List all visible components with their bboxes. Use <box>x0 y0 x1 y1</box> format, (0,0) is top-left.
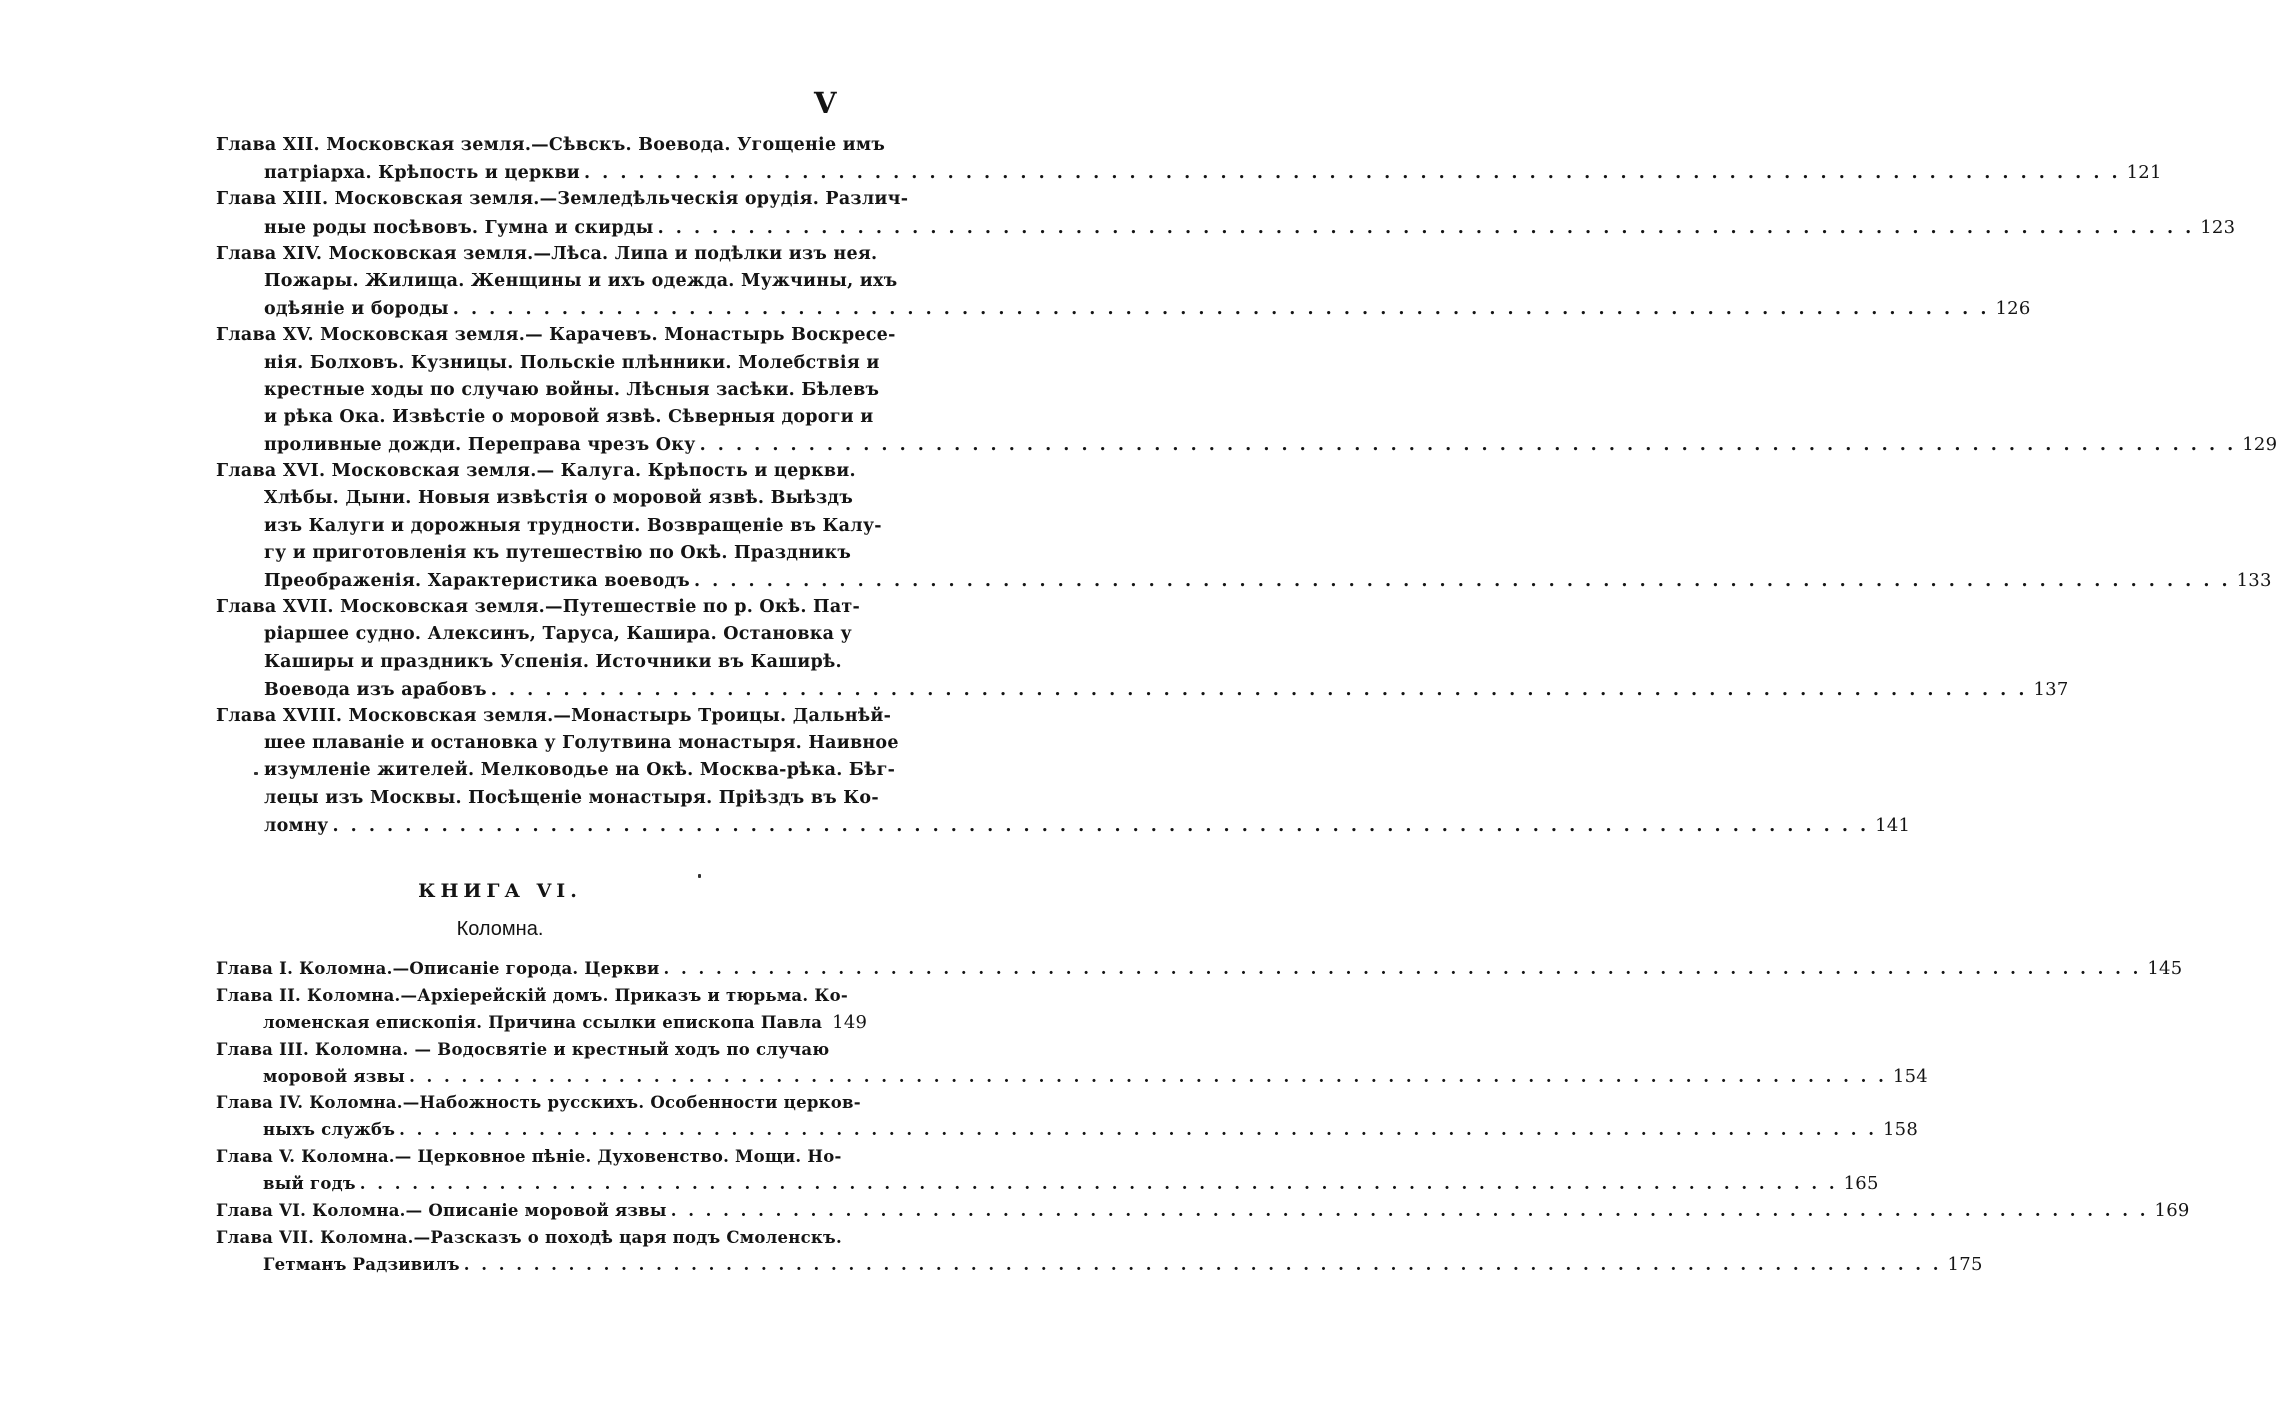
toc-page-number: 145 <box>2147 958 2183 979</box>
toc-line: Глава XVII. Московская земля.—Путешествіе по р. Окѣ. Пат- <box>216 597 861 618</box>
toc-line: Каширы и праздникъ Успенія. Источники въ Каширѣ. <box>264 651 842 672</box>
page-number: V <box>814 86 837 120</box>
dot-leader <box>671 1198 2149 1225</box>
toc-page-number: 165 <box>1843 1173 1879 1195</box>
toc-line-text: одѣяніе и бороды <box>264 299 449 320</box>
toc-page-number: 123 <box>2200 216 2236 238</box>
book-title: КНИГА VI. <box>418 880 582 902</box>
toc-entry <box>216 956 2183 983</box>
toc-line: Глава II. Коломна.—Архіерейскій домъ. Приказъ и тюрьма. Ко- <box>216 985 848 1005</box>
toc-line: Глава XIV. Московская земля.—Лѣса. Липа и подѣлки изъ нея. <box>216 243 878 264</box>
toc-page-number: 133 <box>2236 570 2272 591</box>
toc-line-text: Глава VI. Коломна.— Описаніе моровой язвы <box>216 1201 667 1221</box>
toc-line <box>216 159 2162 186</box>
toc-entry <box>216 703 1911 839</box>
toc-page-number: 141 <box>1875 814 1911 836</box>
toc-entry <box>216 322 2277 458</box>
toc-line <box>216 1171 1879 1198</box>
dot-leader <box>360 1171 1838 1198</box>
toc-line <box>216 1117 1919 1144</box>
toc-entry <box>216 1198 2190 1225</box>
toc-line <box>216 1064 1928 1091</box>
toc-line-text: ныхъ службъ <box>263 1120 396 1140</box>
dot-leader <box>464 1252 1942 1279</box>
toc-entry <box>216 594 2069 703</box>
toc-line: Глава XVIII. Московская земля.—Монастырь Троицы. Дальнѣй- <box>216 705 892 726</box>
toc-line: изумленіе жителей. Мелководье на Окѣ. Москва-рѣка. Бѣг- <box>264 760 896 781</box>
toc-entry <box>216 1090 1919 1144</box>
toc-entry <box>216 1037 1928 1091</box>
toc-line <box>216 676 2069 703</box>
ink-speck <box>698 874 701 878</box>
toc-line <box>216 1010 868 1037</box>
toc-page-number: 175 <box>1947 1253 1983 1275</box>
toc-page-number: 129 <box>2242 434 2277 456</box>
table-of-contents-book-v <box>216 132 2277 839</box>
toc-line: ріаршее судно. Алексинъ, Таруса, Кашира. Остановка у <box>264 624 853 645</box>
toc-page-number: 121 <box>2126 162 2162 184</box>
toc-line <box>216 1252 1983 1279</box>
toc-line: гу и приготовленія къ путешествію по Окѣ. Праздникъ <box>264 542 852 563</box>
toc-page-number: 149 <box>832 1011 868 1033</box>
table-of-contents-book-vi <box>216 956 2190 1279</box>
toc-line: нія. Болховъ. Кузницы. Польскіе плѣнники. Молебствія и <box>264 352 880 373</box>
dot-leader <box>658 215 2195 242</box>
toc-entry <box>216 458 2272 594</box>
toc-line-text: Глава I. Коломна.—Описаніе города. Церкви <box>216 959 660 978</box>
toc-line: Глава XIII. Московская земля.—Земледѣльческія орудія. Различ- <box>216 189 909 210</box>
toc-line: Глава V. Коломна.— Церковное пѣніе. Духовенство. Мощи. Но- <box>216 1147 842 1167</box>
toc-line: Глава XVI. Московская земля.— Калуга. Крѣпость и церкви. <box>216 461 856 482</box>
toc-line-text: патріарха. Крѣпость и церкви <box>264 163 580 184</box>
dot-leader <box>453 296 1990 323</box>
ink-speck <box>254 772 258 775</box>
toc-line-text: Преображенія. Характеристика воеводъ <box>264 571 690 591</box>
toc-line: Глава IV. Коломна.—Набожность русскихъ. Особенности церков- <box>216 1093 861 1113</box>
toc-line-text: Гетманъ Радзивилъ <box>263 1254 460 1274</box>
dot-leader <box>700 432 2237 459</box>
toc-line-text: ломну <box>264 815 329 836</box>
toc-line <box>216 567 2272 594</box>
toc-line <box>216 295 2031 322</box>
toc-page-number: 154 <box>1892 1065 1928 1087</box>
toc-page-number: 169 <box>2154 1200 2190 1222</box>
book-subtitle: Коломна. <box>456 918 544 940</box>
toc-line: шее плаваніе и остановка у Голутвина монастыря. Наивное <box>264 733 899 754</box>
toc-line-text: проливные дожди. Переправа чрезъ Оку <box>264 435 696 456</box>
dot-leader <box>409 1064 1887 1091</box>
toc-line-text: вый годъ <box>263 1174 356 1194</box>
toc-line: и рѣка Ока. Извѣстіе о моровой язвѣ. Сѣверныя дороги и <box>264 406 874 427</box>
toc-line: Глава III. Коломна. — Водосвятіе и крестный ходъ по случаю <box>216 1039 830 1059</box>
toc-entry <box>216 1144 1879 1198</box>
toc-line-text: ные роды посѣвовъ. Гумна и скирды <box>264 217 654 238</box>
toc-entry <box>216 1225 1983 1279</box>
toc-line <box>216 431 2277 458</box>
toc-line <box>216 956 2183 983</box>
toc-entry <box>216 241 2031 323</box>
dot-leader <box>332 813 1869 840</box>
dot-leader <box>399 1117 1877 1144</box>
toc-line <box>216 812 1911 839</box>
dot-leader <box>694 568 2231 595</box>
toc-entry <box>216 186 2236 240</box>
toc-line: Глава XV. Московская земля.— Карачевъ. Монастырь Воскресе- <box>216 325 896 346</box>
toc-line: изъ Калуги и дорожныя трудности. Возвращеніе въ Калу- <box>264 515 882 536</box>
toc-line: Хлѣбы. Дыни. Новыя извѣстія о моровой язвѣ. Выѣздъ <box>264 488 854 509</box>
toc-line-text: моровой язвы <box>263 1066 406 1086</box>
toc-page-number: 126 <box>1995 298 2031 320</box>
toc-entry <box>216 132 2162 186</box>
toc-page-number: 158 <box>1882 1119 1919 1141</box>
dot-leader <box>491 677 2028 704</box>
toc-page-number: 137 <box>2033 678 2069 700</box>
toc-line: Глава XII. Московская земля.—Сѣвскъ. Воевода. Угощеніе имъ <box>216 135 886 155</box>
toc-line-text: ломенская епископія. Причина ссылки епископа Павла <box>263 1012 823 1032</box>
toc-line: Пожары. Жилища. Женщины и ихъ одежда. Мужчины, ихъ <box>264 270 898 291</box>
toc-line <box>216 214 2236 241</box>
toc-entry <box>216 983 868 1037</box>
dot-leader <box>584 160 2121 187</box>
dot-leader <box>664 956 2142 983</box>
toc-line: Глава VII. Коломна.—Разсказъ о походѣ царя подъ Смоленскъ. <box>216 1227 842 1247</box>
toc-line <box>216 1198 2190 1225</box>
toc-line-text: Воевода изъ арабовъ <box>264 679 487 700</box>
toc-line: лецы изъ Москвы. Посѣщеніе монастыря. Пріѣздъ въ Ко- <box>264 787 879 808</box>
toc-line: крестные ходы по случаю войны. Лѣсныя засѣки. Бѣлевъ <box>264 379 880 400</box>
